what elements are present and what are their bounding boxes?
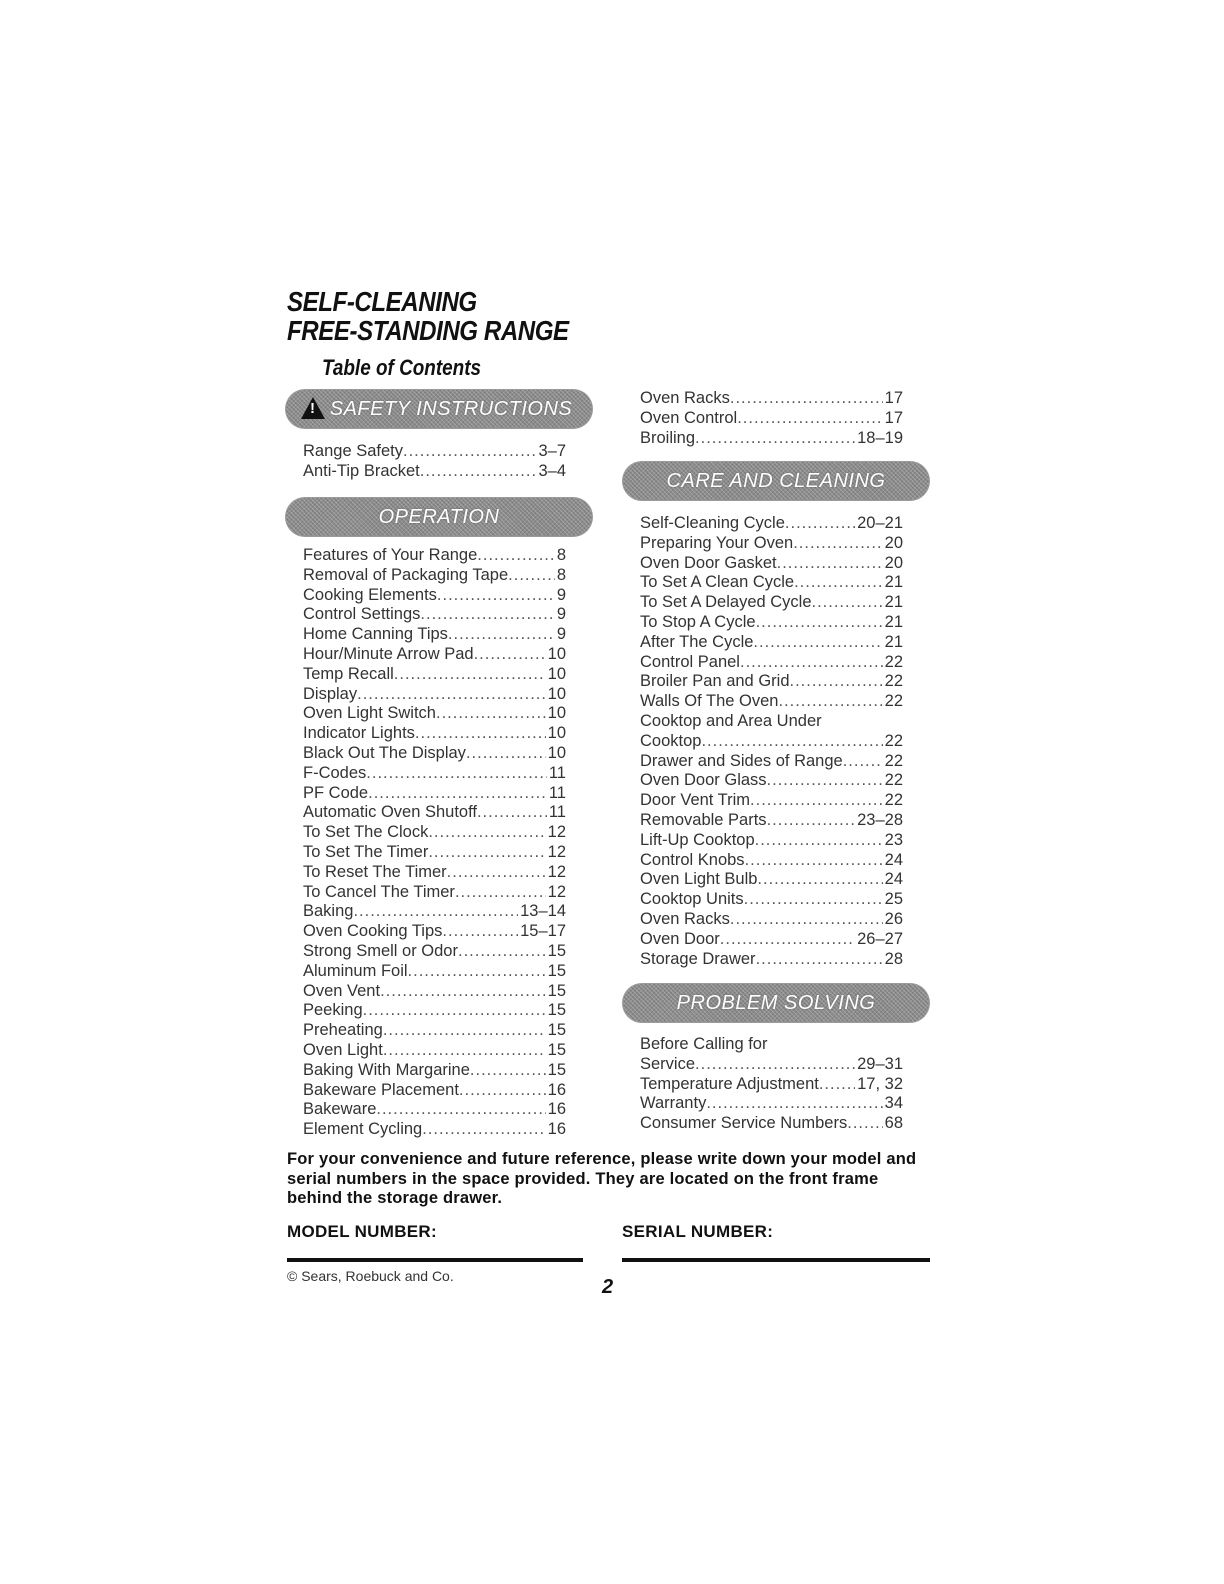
toc-entry-label: Before Calling for [640,1035,768,1053]
toc-entry-page: 10 [547,664,566,683]
toc-entry-label: Cooking Elements [303,585,437,604]
toc-entry [303,586,566,606]
toc-entry-label: Oven Cooking Tips [303,922,443,941]
toc-entry [303,704,566,724]
toc-entry-page: 20 [884,533,903,552]
toc-entry [303,566,566,586]
toc-entry [640,732,903,752]
toc-entry-label: Baking With Margarine [303,1060,470,1079]
toc-entry [640,752,903,772]
problem-toc-list [640,1035,903,1134]
toc-entry-page: 17, 32 [857,1074,903,1093]
copyright: © Sears, Roebuck and Co. [287,1268,454,1284]
toc-entry [303,803,566,823]
toc-entry-label: Bakeware Placement [303,1080,459,1099]
toc-entry-label: Lift-Up Cooktop [640,830,755,849]
toc-entry-page: 20 [884,553,903,572]
toc-entry-label: Control Panel [640,652,740,671]
toc-entry-label: Display [303,684,358,703]
toc-entry-label: F-Codes [303,763,367,782]
toc-entry-label: To Cancel The Timer [303,882,455,901]
toc-entry-label: Temperature Adjustment [640,1074,819,1093]
toc-entry-page [901,1035,903,1055]
toc-entry-page: 24 [884,870,903,889]
toc-entry-page: 22 [884,672,903,691]
toc-entry: Range Safety ..... 3–7 [303,442,566,462]
toc-entry-page: 21 [884,573,903,592]
toc-entry [640,653,903,673]
document-title-line2: FREE-STANDING RANGE [287,315,569,346]
toc-entry-label: Cooktop [640,731,702,750]
toc-entry-page: 9 [556,585,566,604]
toc-entry-page: 17 [884,389,903,407]
toc-entry-label: Temp Recall [303,664,394,683]
toc-entry-page: 21 [884,612,903,631]
toc-entry-page: 22 [884,791,903,810]
toc-entry-label: Preheating [303,1021,383,1040]
toc-entry-page: 8 [556,565,566,584]
toc-entry-page: 22 [884,771,903,790]
toc-entry [303,546,566,566]
toc-entry-page: 10 [547,743,566,762]
toc-entry-label: Aluminum Foil [303,961,408,980]
toc-entry-page: 15 [547,1040,566,1059]
toc-entry-page: 10 [547,704,566,723]
toc-entry [640,851,903,871]
toc-entry-label: After The Cycle [640,632,754,651]
toc-entry [640,554,903,574]
toc-entry [640,950,903,970]
toc-entry-label: Home Canning Tips [303,625,448,644]
toc-entry-label: Broiler Pan and Grid [640,672,790,691]
toc-entry-label: Peeking [303,1001,363,1020]
toc-entry-page: 15 [547,1001,566,1020]
toc-entry [640,429,903,449]
toc-entry-page: 15 [547,1021,566,1040]
toc-entry [640,613,903,633]
toc-entry [640,409,903,429]
toc-entry [640,573,903,593]
toc-entry-page: 10 [547,644,566,663]
toc-entry-label: Storage Drawer [640,949,756,968]
toc-entry [640,1055,903,1075]
toc-entry [303,645,566,665]
care-and-cleaning-banner [622,461,930,501]
toc-entry [303,962,566,982]
toc-entry-page: 11 [548,763,566,782]
care-toc-list [640,514,903,969]
toc-entry [640,633,903,653]
table-of-contents-heading: Table of Contents [322,355,482,380]
toc-entry-page: 9 [556,605,566,624]
toc-entry-page: 26–27 [857,929,903,948]
toc-entry-page: 16 [547,1120,566,1139]
toc-entry-label: Oven Door Glass [640,771,767,790]
toc-entry-page: 21 [884,632,903,651]
toc-entry-page: 20–21 [857,514,903,532]
toc-entry-label: Removal of Packaging Tape [303,565,509,584]
toc-entry [640,672,903,692]
toc-entry-label: Oven Control [640,408,738,427]
model-number-label: MODEL NUMBER: [287,1222,437,1241]
toc-entry [303,1001,566,1021]
model-number-line [287,1258,583,1262]
toc-entry [303,764,566,784]
toc-entry-page: 21 [884,593,903,612]
toc-entry-page: 15 [547,941,566,960]
toc-entry [303,823,566,843]
safety-toc-list [303,442,566,482]
model-serial-note: For your convenience and future reference, please write down your model and serial numbers in the space provided. They are located on the front frame behind the storage drawer. [287,1150,917,1207]
care-banner-label: CARE AND CLEANING [666,470,886,492]
toc-entry-label: Oven Vent [303,981,381,1000]
toc-entry-label: Bakeware [303,1100,377,1119]
toc-entry-page: 12 [547,862,566,881]
toc-entry [303,1100,566,1120]
toc-entry [640,1094,903,1114]
toc-entry [303,942,566,962]
toc-entry-label: Features of Your Range [303,546,478,564]
toc-entry [303,605,566,625]
toc-entry [640,910,903,930]
toc-entry-label: Oven Racks [640,389,730,407]
toc-entry-page: 25 [884,890,903,909]
toc-entry-label: Oven Light Bulb [640,870,758,889]
operation-toc-list [303,546,566,1140]
toc-entry-label: Consumer Service Numbers [640,1114,848,1133]
toc-entry-label: Self-Cleaning Cycle [640,514,785,532]
toc-entry-label: Service [640,1054,696,1073]
toc-entry [303,902,566,922]
toc-entry-label: Door Vent Trim [640,791,751,810]
toc-entry [303,982,566,1002]
toc-entry [303,1120,566,1140]
toc-entry-label: Indicator Lights [303,724,415,743]
toc-entry-label: Warranty [640,1094,707,1113]
toc-entry [303,724,566,744]
toc-entry-page: 22 [884,692,903,711]
toc-entry-page: 34 [884,1094,903,1113]
problem-banner-label: PROBLEM SOLVING [676,992,876,1014]
toc-entry-label: Drawer and Sides of Range [640,751,843,770]
toc-entry-label: Preparing Your Oven [640,533,794,552]
toc-entry-page: 12 [547,823,566,842]
operation-banner-label: OPERATION [378,506,500,528]
toc-entry-page: 16 [547,1100,566,1119]
toc-entry-page: 12 [547,842,566,861]
toc-entry [640,791,903,811]
operation-continued-toc-list [640,389,903,448]
toc-entry-label: Removable Parts [640,810,767,829]
toc-entry [303,843,566,863]
toc-entry-page: 29–31 [857,1054,903,1073]
toc-entry [303,1041,566,1061]
toc-entry [640,1035,903,1055]
toc-entry [640,811,903,831]
toc-entry-label: Oven Door [640,929,720,948]
toc-entry-page: 11 [548,783,566,802]
toc-entry [303,883,566,903]
toc-entry-page: 18–19 [857,428,903,447]
toc-entry [303,784,566,804]
toc-entry-label: Strong Smell or Odor [303,941,458,960]
toc-entry-label: Oven Light Switch [303,704,436,723]
toc-entry [640,930,903,950]
toc-entry-page: 15 [547,961,566,980]
toc-entry-page: 15 [547,1060,566,1079]
toc-entry-label: To Reset The Timer [303,862,447,881]
toc-entry [640,1114,903,1134]
toc-entry-label: Walls Of The Oven [640,692,779,711]
serial-number-line [622,1258,930,1262]
toc-entry [303,1061,566,1081]
toc-entry-label: Control Settings [303,605,421,624]
toc-entry-page: 17 [884,408,903,427]
toc-entry-page: 15–17 [520,922,566,941]
toc-entry-page: 13–14 [520,902,566,921]
toc-entry-label: To Set The Clock [303,823,429,842]
toc-entry-page: 23 [884,830,903,849]
toc-entry-page: 28 [884,949,903,968]
toc-entry-page: 68 [884,1114,903,1133]
toc-entry-page: 8 [556,546,566,564]
toc-entry [640,870,903,890]
toc-entry-page: 24 [884,850,903,869]
toc-entry-label: Oven Light [303,1040,383,1059]
toc-entry [303,685,566,705]
toc-entry [640,593,903,613]
toc-entry-label: Oven Racks [640,909,730,928]
toc-entry-label: Cooktop and Area Under [640,711,822,730]
toc-entry-label: Oven Door Gasket [640,553,777,572]
toc-entry [640,389,903,409]
toc-entry-label: To Set A Clean Cycle [640,573,795,592]
toc-entry-label: Element Cycling [303,1120,423,1139]
toc-entry [303,1081,566,1101]
toc-entry [303,922,566,942]
toc-entry-label: To Stop A Cycle [640,612,756,631]
safety-instructions-banner: ! SAFETY INSTRUCTIONS [285,389,593,429]
toc-entry [640,831,903,851]
document-title-line1: SELF-CLEANING [287,286,477,317]
toc-entry-label: Baking [303,902,354,921]
toc-entry-label: Hour/Minute Arrow Pad [303,644,474,663]
toc-entry-page: 11 [548,803,566,822]
toc-entry-page: 26 [884,909,903,928]
toc-entry [303,625,566,645]
safety-banner-label: SAFETY INSTRUCTIONS [329,398,573,420]
toc-entry [640,534,903,554]
toc-entry [640,890,903,910]
toc-entry-page: 15 [547,981,566,1000]
toc-entry [640,692,903,712]
toc-entry [640,1075,903,1095]
toc-entry-label: PF Code [303,783,369,802]
toc-entry-page: 10 [547,724,566,743]
toc-entry-page [901,712,903,732]
toc-entry-page: 16 [547,1080,566,1099]
toc-entry-label: To Set The Timer [303,842,429,861]
toc-entry-page: 22 [884,731,903,750]
toc-entry-label: Black Out The Display [303,743,466,762]
toc-entry [640,712,903,732]
toc-entry: Anti-Tip Bracket ..... 3–4 [303,462,566,482]
toc-entry [303,744,566,764]
toc-entry-label: Broiling [640,428,696,447]
page-number: 2 [602,1276,614,1298]
toc-entry-page: 22 [884,751,903,770]
toc-entry [303,1021,566,1041]
toc-entry-label: Automatic Oven Shutoff [303,803,477,822]
operation-banner [285,497,593,537]
problem-solving-banner [622,983,930,1023]
toc-entry-page: 10 [547,684,566,703]
toc-entry [303,863,566,883]
toc-entry-label: To Set A Delayed Cycle [640,593,812,612]
toc-entry [640,771,903,791]
serial-number-label: SERIAL NUMBER: [622,1222,774,1241]
toc-entry-label: Control Knobs [640,850,745,869]
toc-entry-page: 9 [556,625,566,644]
toc-entry-page: 12 [547,882,566,901]
toc-entry-page: 22 [884,652,903,671]
toc-entry-page: 23–28 [857,810,903,829]
toc-entry [640,514,903,534]
toc-entry-label: Cooktop Units [640,890,744,909]
toc-entry [303,665,566,685]
